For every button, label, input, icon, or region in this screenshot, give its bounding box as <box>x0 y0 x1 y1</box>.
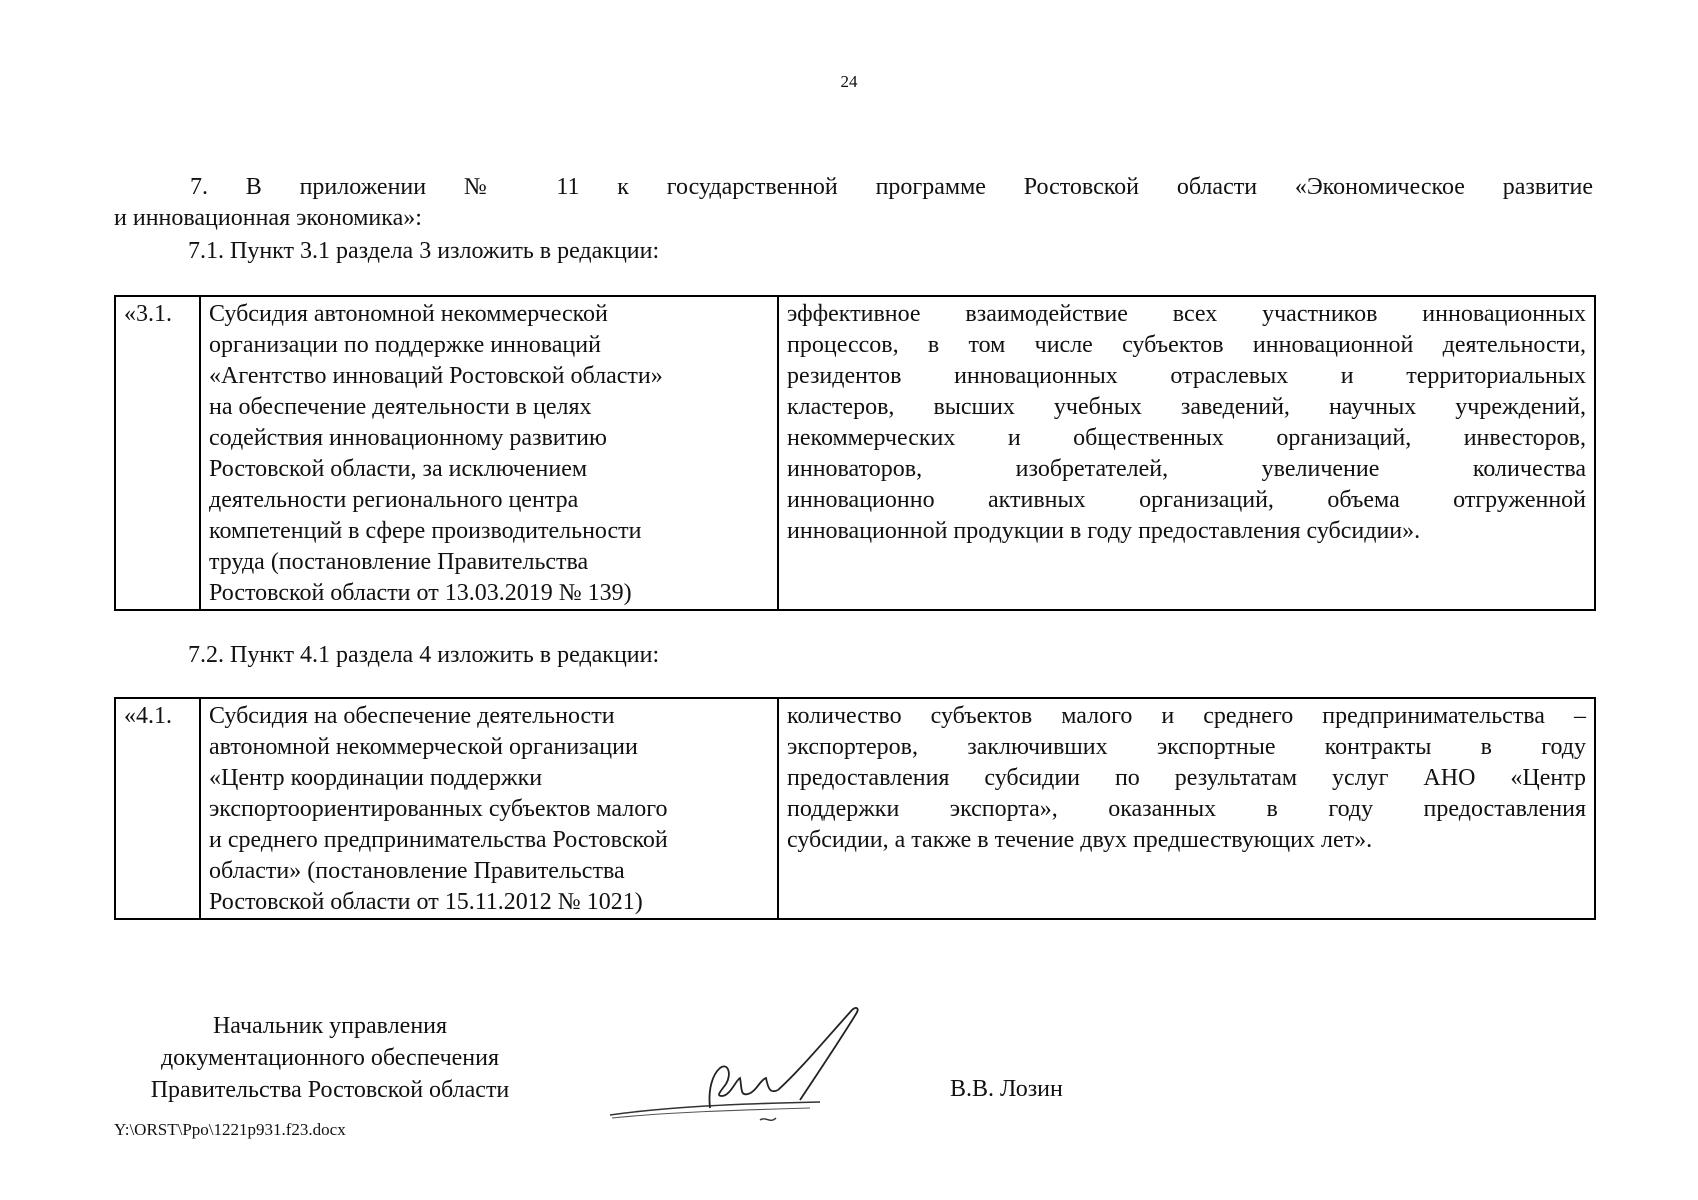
result-line: инновационно активных организаций, объема отгруженной <box>787 487 1586 513</box>
result-line: поддержки экспорта», оказанных в году предоставления <box>787 796 1586 822</box>
subsidy-description <box>200 698 778 919</box>
result-line: предоставления субсидии по результатам услуг АНО «Центр <box>787 765 1586 791</box>
description-line: на обеспечение деятельности в целях <box>209 394 592 420</box>
signatory-title-line: Начальник управления <box>212 1013 448 1039</box>
description-line: «Агентство инноваций Ростовской области» <box>209 363 663 389</box>
description-line: деятельности регионального центра <box>209 487 579 513</box>
description-line: Ростовской области от 13.03.2019 № 139) <box>209 580 632 606</box>
amendment-table-3-1 <box>114 295 1596 611</box>
result-line: кластеров, высших учебных заведений, научных учреждений, <box>787 394 1586 420</box>
description-line: Ростовской области, за исключением <box>209 456 588 482</box>
description-line: Субсидия на обеспечение деятельности <box>209 703 615 729</box>
result-line: инновационной продукции в году предоставления субсидии». <box>787 518 1421 544</box>
description-line: организации по поддержке инноваций <box>209 332 601 358</box>
table-row <box>115 296 1595 610</box>
description-line: Субсидия автономной некоммерческой <box>209 301 608 327</box>
signatory-title <box>100 1010 560 1106</box>
description-line: экспортоориентированных субъектов малого <box>209 796 668 822</box>
intro-line-1: 7. В приложении № 11 к государственной программе Ростовской области «Экономическое развитие <box>190 174 1593 200</box>
item-7-1-heading: 7.1. Пункт 3.1 раздела 3 изложить в редакции: <box>188 238 660 264</box>
page-number: 24 <box>840 72 858 91</box>
item-number: «3.1. <box>115 296 200 610</box>
result-line: экспортеров, заключивших экспортные контракты в году <box>787 734 1586 760</box>
expected-result <box>778 296 1595 610</box>
signatory-name: В.В. Лозин <box>950 1076 1063 1102</box>
signatory-title-line: Правительства Ростовской области <box>150 1077 510 1103</box>
amendment-table-4-1 <box>114 697 1596 920</box>
intro-line-2: и инновационная экономика»: <box>114 205 422 231</box>
signatory-title-line: документационного обеспечения <box>160 1045 500 1071</box>
description-line: Ростовской области от 15.11.2012 № 1021) <box>209 889 643 915</box>
description-line: и среднего предпринимательства Ростовской <box>209 827 668 853</box>
file-path: Y:\ORST\Ppo\1221p931.f23.docx <box>114 1120 346 1139</box>
expected-result <box>778 698 1595 919</box>
description-line: труда (постановление Правительства <box>209 549 589 575</box>
description-line: области» (постановление Правительства <box>209 858 625 884</box>
result-line: количество субъектов малого и среднего предпринимательства – <box>787 703 1586 729</box>
description-line: «Центр координации поддержки <box>209 765 543 791</box>
result-line: инноваторов, изобретателей, увеличение количества <box>787 456 1586 482</box>
description-line: компетенций в сфере производительности <box>209 518 642 544</box>
result-line: резидентов инновационных отраслевых и территориальных <box>787 363 1586 389</box>
result-line: эффективное взаимодействие всех участников инновационных <box>787 301 1586 327</box>
result-line: процессов, в том числе субъектов инновационной деятельности, <box>787 332 1586 358</box>
result-line: субсидии, а также в течение двух предшествующих лет». <box>787 827 1373 853</box>
subsidy-description <box>200 296 778 610</box>
handwritten-signature-icon <box>600 1000 900 1140</box>
item-number: «4.1. <box>115 698 200 919</box>
item-7-2-heading: 7.2. Пункт 4.1 раздела 4 изложить в редакции: <box>188 642 660 668</box>
table-row <box>115 698 1595 919</box>
description-line: автономной некоммерческой организации <box>209 734 638 760</box>
description-line: содействия инновационному развитию <box>209 425 607 451</box>
result-line: некоммерческих и общественных организаций, инвесторов, <box>787 425 1586 451</box>
